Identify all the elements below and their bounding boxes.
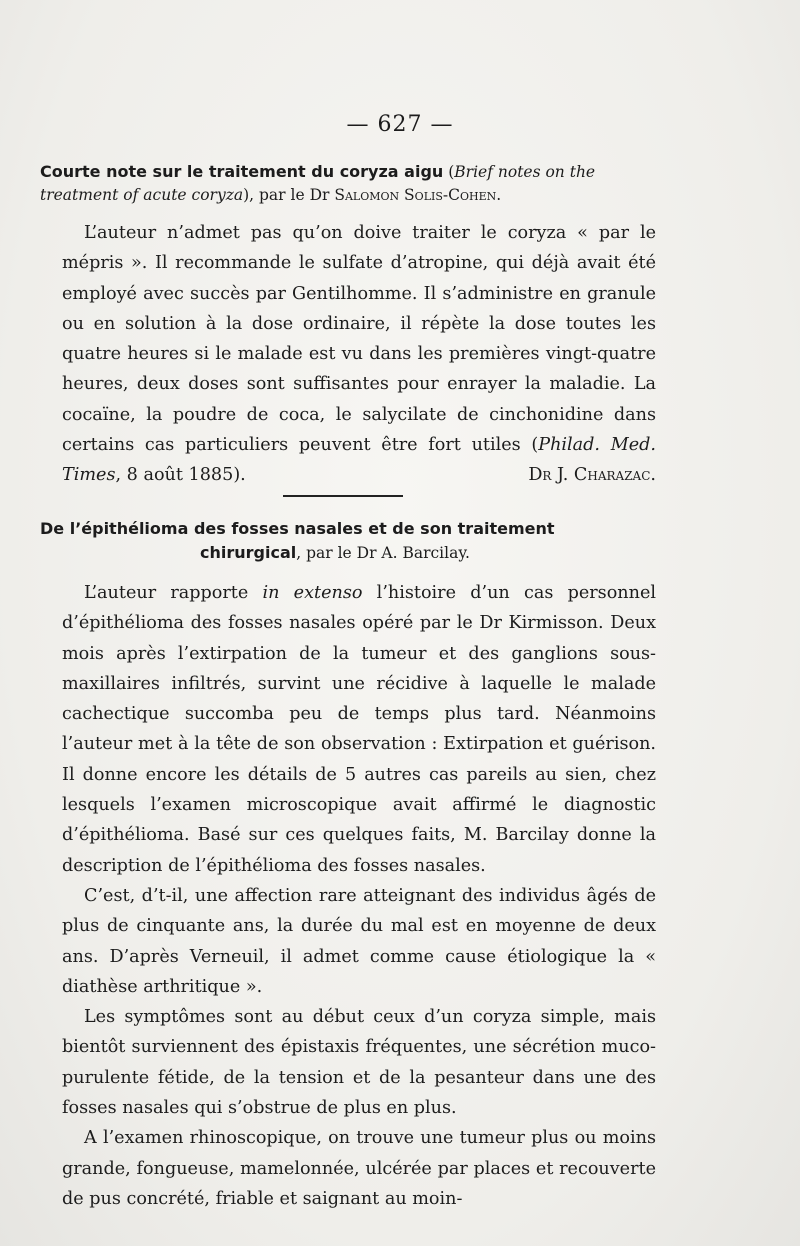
article1-author: Salomon Solis-Cohen.	[334, 186, 502, 204]
article2-title	[40, 517, 658, 565]
article1-citation-rest: , 8 août 1885).	[115, 465, 246, 486]
section-divider	[283, 495, 403, 497]
article2-paragraph-2	[62, 881, 656, 1002]
article2-p1-before: L’auteur rapporte	[84, 583, 263, 603]
article1-body-text: L’auteur n’admet pas qu’on doive traiter le coryza « par le mépris ». Il recommande le sulfate d’atropine, qui déjà avait été employé avec succès par Gentilhomme. Il s’administre en granule ou en solution à la dose ordinaire, il répète la dose toutes les quatre heures si le malade est vu dans les premières vingt-quatre heures, deux doses sont suffisantes pour enrayer la maladie. La cocaïne, la poudre de coca, le salycilate de cinchonidine dans certains cas particuliers peuvent être fort utiles (	[62, 223, 656, 456]
article1-citation-journal: Philad. Med. Times	[62, 435, 656, 486]
article2-paragraph-1	[62, 578, 656, 881]
article1-body	[62, 218, 656, 491]
article1-author-prefix: Dr	[309, 186, 335, 204]
article2-title-line1: De l’épithélioma des fosses nasales et de son traitement	[40, 519, 555, 538]
article2-p1-after: l’histoire d’un cas personnel d’épithélioma des fosses nasales opéré par le Dr Kirmisson. Deux mois après l’extirpation de la tumeur et des ganglions sous-maxillaires infiltrés, survint une récidive à laquelle le malade cachectique succomba peu de temps plus tard. Néanmoins l’auteur met à la tête de son observation : Extirpation et guérison. Il donne encore les détails de 5 autres cas pareils au sien, chez lesquels l’examen microscopique avait affirmé le diagnostic d’épithélioma. Basé sur ces quelques faits, M. Barcilay donne la description de l’épithélioma des fosses nasales.	[62, 583, 656, 876]
article2-p3-text: Les symptômes sont au début ceux d’un coryza simple, mais bientôt surviennent des épistaxis fréquentes, une sécrétion muco-purulente fétide, de la tension et de la pesanteur dans une des fosses nasales qui s’obstrue de plus en plus.	[62, 1007, 656, 1119]
article1-title-translation: Brief notes on the treatment of acute coryza	[40, 163, 596, 204]
article1-title	[40, 160, 658, 207]
article2-body	[62, 578, 656, 1214]
article2-title-rest: , par le Dr A. Barcilay.	[296, 544, 470, 562]
article1-signature: Dr J. Charazac.	[528, 465, 656, 486]
page-number: — 627 —	[346, 112, 454, 137]
article2-p2-text: C’est, d’t-il, une affection rare atteignant des individus âgés de plus de cinquante ans, la durée du mal est en moyenne de deux ans. D’après Verneuil, il admet comme cause étiologique la « diathèse arthritique ».	[62, 885, 656, 997]
article2-paragraph-4	[62, 1123, 656, 1214]
article2-p4-text: A l’examen rhinoscopique, on trouve une tumeur plus ou moins grande, fongueuse, mamelonnée, ulcérée par places et recouverte de pus concrété, friable et saignant au moin-	[62, 1128, 656, 1209]
article2-title-line2: chirurgical	[200, 543, 297, 562]
article2-p1-italic: in extenso	[262, 583, 363, 603]
article1-paragraph	[62, 218, 656, 491]
article1-title-paren-open: (	[443, 163, 455, 181]
article2-paragraph-3	[62, 1002, 656, 1123]
article1-title-paren-close: ), par le	[243, 186, 310, 204]
article1-title-bold: Courte note sur le traitement du coryza aigu	[40, 162, 444, 181]
